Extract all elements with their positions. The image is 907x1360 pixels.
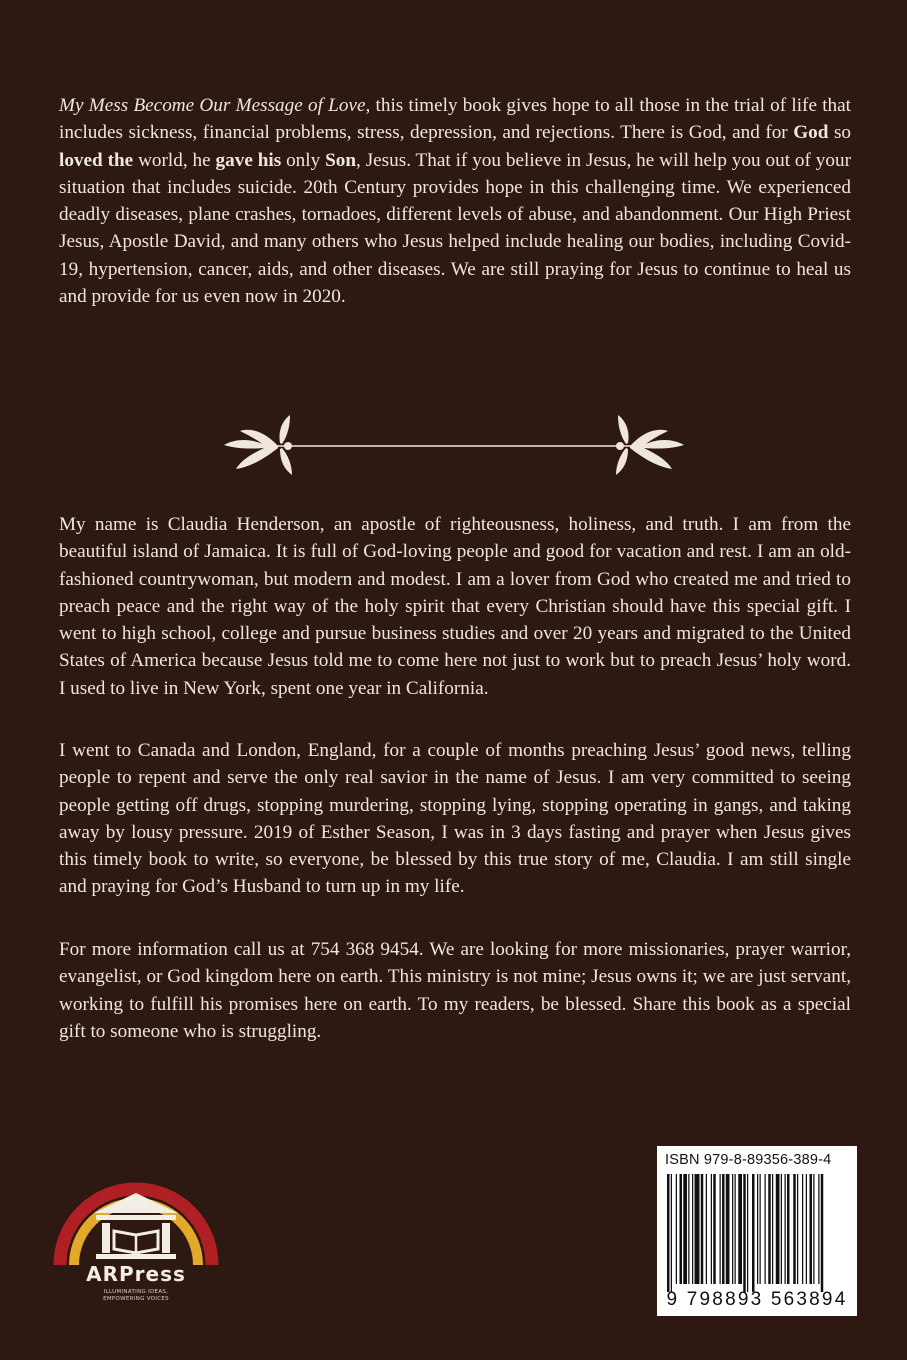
blurb-paragraph-2: My name is Claudia Henderson, an apostle of righteousness, holiness, and truth. I am from the beautiful island of Jamaica. It is full of God-loving people and good for vacation and rest. I am an old-fashioned countrywoman, but modern and modest. I am a lover from God who created me and tried to preach peace and the right way of the holy spirit that every Christian should have this special gift. I went to high school, college and pursue business studies and over 20 years and migrated to the United States of America because Jesus told me to come here not just to work but to preach Jesus’ holy word. I used to live in New York, spent one year in California.: [59, 514, 851, 699]
bold-word: gave his: [215, 149, 282, 171]
barcode-bars-icon: [667, 1174, 853, 1292]
bold-word: Son: [325, 149, 357, 171]
ornamental-divider: [218, 411, 690, 481]
barcode-digits: 9 798893 563894: [666, 1289, 848, 1310]
book-title: My Mess Become Our Message of Love,: [59, 95, 371, 116]
bold-word: loved the: [59, 149, 134, 171]
blurb-text: so: [828, 122, 851, 144]
left-flourish-icon: [224, 415, 292, 475]
blurb-paragraph-1: [59, 92, 851, 310]
blurb-paragraph-3: I went to Canada and London, England, for a couple of months preaching Jesus’ good news, telling people to repent and serve the only real savior in the name of Jesus. I am very committed to seeing people getting off drugs, stopping murdering, stopping lying, stopping operating in gangs, and taking away by lousy pressure. 2019 of Esther Season, I was in 3 days fasting and prayer when Jesus gives this timely book to write, so everyone, be blessed by this true story of me, Claudia. I am still single and praying for God’s Husband to turn up in my life.: [59, 740, 851, 898]
blurb-text: , Jesus. That if you believe in Jesus, he will help you out of your situation that includes suicide. 20th Century provides hope in this challenging time. We experienced deadly diseases, plane crashes, tornadoes, different levels of abuse, and abandonment. Our High Priest Jesus, Apostle David, and many others who Jesus helped include healing our bodies, including Covid-19, hypertension, cancer, aids, and other diseases. We are still praying for Jesus to continue to heal us and provide for us even now in 2020.: [59, 149, 851, 308]
bold-word: God: [793, 122, 829, 144]
blurb-text: this timely book gives hope to all those in the trial of life that includes sickness, financial problems, stress, depression, and rejections. There is God, and for: [59, 95, 851, 144]
right-flourish-icon: [616, 415, 684, 475]
tagline-line: EMPOWERING VOICES: [103, 1296, 169, 1302]
blurb-paragraph-4: For more information call us at 754 368 9454. We are looking for more missionaries, prayer warrior, evangelist, or God kingdom here on earth. This ministry is not mine; Jesus owns it; we are just servant, working to fulfill his promises here on earth. To my readers, be blessed. Share this book as a special gift to someone who is struggling.: [59, 939, 851, 1042]
publisher-tagline: [52, 1289, 220, 1303]
isbn-barcode: [657, 1146, 857, 1316]
library-building-icon: [94, 1193, 178, 1259]
tagline-line: ILLUMINATING IDEAS,: [103, 1289, 169, 1295]
blurb-text: world, he: [133, 149, 216, 171]
publisher-name: ARPress: [86, 1262, 186, 1286]
isbn-label: ISBN 979-8-89356-389-4: [665, 1152, 832, 1168]
blurb-text: only: [281, 149, 326, 171]
